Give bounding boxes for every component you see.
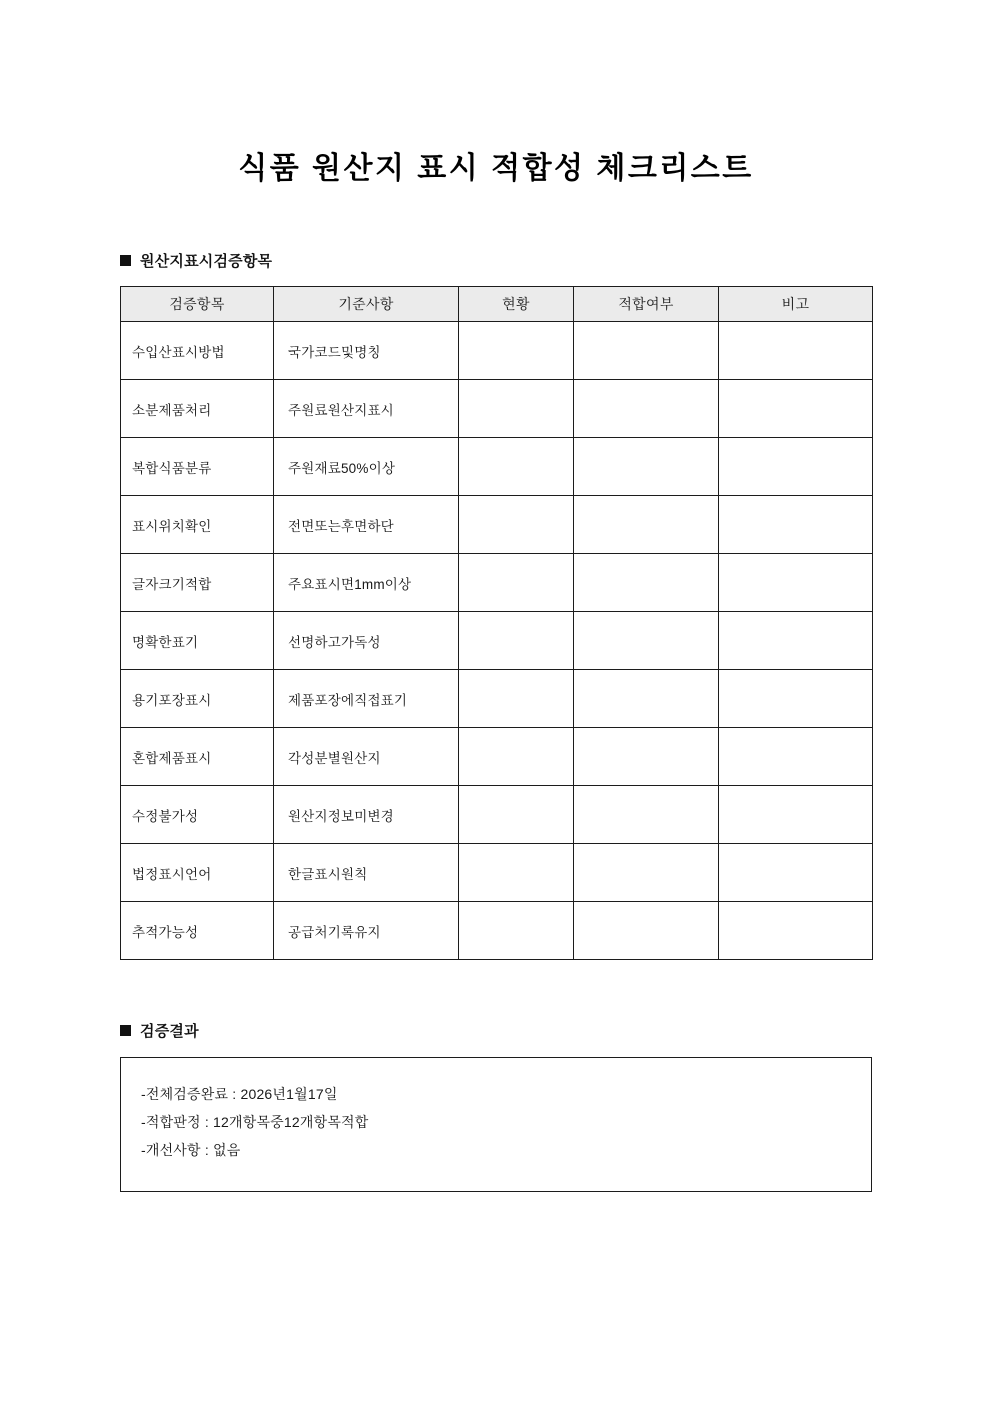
cell-conformity: [574, 438, 719, 496]
cell-conformity: [574, 554, 719, 612]
cell-note: [719, 786, 873, 844]
cell-note: [719, 844, 873, 902]
verification-items-table: [120, 286, 873, 960]
cell-conformity: [574, 380, 719, 438]
cell-conformity: [574, 496, 719, 554]
cell-standard: 제품포장에직접표기: [274, 670, 459, 728]
cell-conformity: [574, 786, 719, 844]
section-heading-verification-result: [120, 1020, 199, 1041]
cell-standard: 각성분별원산지: [274, 728, 459, 786]
cell-verification-item: 소분제품처리: [121, 380, 274, 438]
cell-conformity: [574, 612, 719, 670]
table-row: [121, 670, 873, 728]
cell-note: [719, 728, 873, 786]
cell-verification-item: 복합식품분류: [121, 438, 274, 496]
table-row: [121, 844, 873, 902]
cell-conformity: [574, 844, 719, 902]
cell-note: [719, 322, 873, 380]
section-heading-label: 원산지표시검증항목: [140, 253, 273, 270]
cell-note: [719, 380, 873, 438]
section-heading-label: 검증결과: [140, 1023, 199, 1040]
black-square-bullet-icon: [120, 255, 131, 266]
table-row: [121, 554, 873, 612]
section-heading-verification-items: [120, 250, 272, 271]
result-line: -전체검증완료 : 2026년1월17일: [141, 1086, 338, 1102]
cell-standard: 주요표시면1mm이상: [274, 554, 459, 612]
black-square-bullet-icon: [120, 1025, 131, 1036]
table-row: [121, 380, 873, 438]
table-row: [121, 438, 873, 496]
cell-verification-item: 추적가능성: [121, 902, 274, 960]
cell-status: [459, 844, 574, 902]
cell-status: [459, 670, 574, 728]
cell-verification-item: 글자크기적합: [121, 554, 274, 612]
cell-note: [719, 902, 873, 960]
cell-note: [719, 496, 873, 554]
cell-status: [459, 322, 574, 380]
table-row: [121, 322, 873, 380]
cell-status: [459, 728, 574, 786]
cell-status: [459, 902, 574, 960]
cell-standard: 원산지정보미변경: [274, 786, 459, 844]
cell-note: [719, 554, 873, 612]
table-row: [121, 612, 873, 670]
column-header-status: 현황: [459, 287, 574, 322]
result-line: -개선사항 : 없음: [141, 1142, 241, 1158]
column-header-standard: 기준사항: [274, 287, 459, 322]
column-header-conformity: 적합여부: [574, 287, 719, 322]
page-title: 식품 원산지 표시 적합성 체크리스트: [238, 152, 754, 186]
cell-standard: 주원료원산지표시: [274, 380, 459, 438]
cell-status: [459, 496, 574, 554]
result-line: -적합판정 : 12개항목중12개항목적합: [141, 1114, 369, 1130]
cell-verification-item: 표시위치확인: [121, 496, 274, 554]
cell-verification-item: 수정불가성: [121, 786, 274, 844]
cell-note: [719, 612, 873, 670]
table-body: [121, 322, 873, 960]
table-header-row: [121, 287, 873, 322]
cell-conformity: [574, 670, 719, 728]
cell-standard: 선명하고가독성: [274, 612, 459, 670]
verification-result-box: [120, 1057, 872, 1192]
cell-note: [719, 438, 873, 496]
cell-standard: 한글표시원칙: [274, 844, 459, 902]
cell-conformity: [574, 322, 719, 380]
cell-verification-item: 법정표시언어: [121, 844, 274, 902]
cell-standard: 공급처기록유지: [274, 902, 459, 960]
table-row: [121, 902, 873, 960]
table-row: [121, 786, 873, 844]
column-header-note: 비고: [719, 287, 873, 322]
cell-status: [459, 612, 574, 670]
cell-note: [719, 670, 873, 728]
table-row: [121, 496, 873, 554]
cell-status: [459, 438, 574, 496]
cell-verification-item: 혼합제품표시: [121, 728, 274, 786]
column-header-item: 검증항목: [121, 287, 274, 322]
cell-standard: 주원재료50%이상: [274, 438, 459, 496]
cell-standard: 국가코드및명칭: [274, 322, 459, 380]
cell-verification-item: 수입산표시방법: [121, 322, 274, 380]
cell-conformity: [574, 902, 719, 960]
cell-verification-item: 용기포장표시: [121, 670, 274, 728]
cell-status: [459, 786, 574, 844]
cell-verification-item: 명확한표기: [121, 612, 274, 670]
table-row: [121, 728, 873, 786]
cell-conformity: [574, 728, 719, 786]
cell-status: [459, 380, 574, 438]
cell-standard: 전면또는후면하단: [274, 496, 459, 554]
table-header-row-group: [121, 287, 873, 322]
cell-status: [459, 554, 574, 612]
